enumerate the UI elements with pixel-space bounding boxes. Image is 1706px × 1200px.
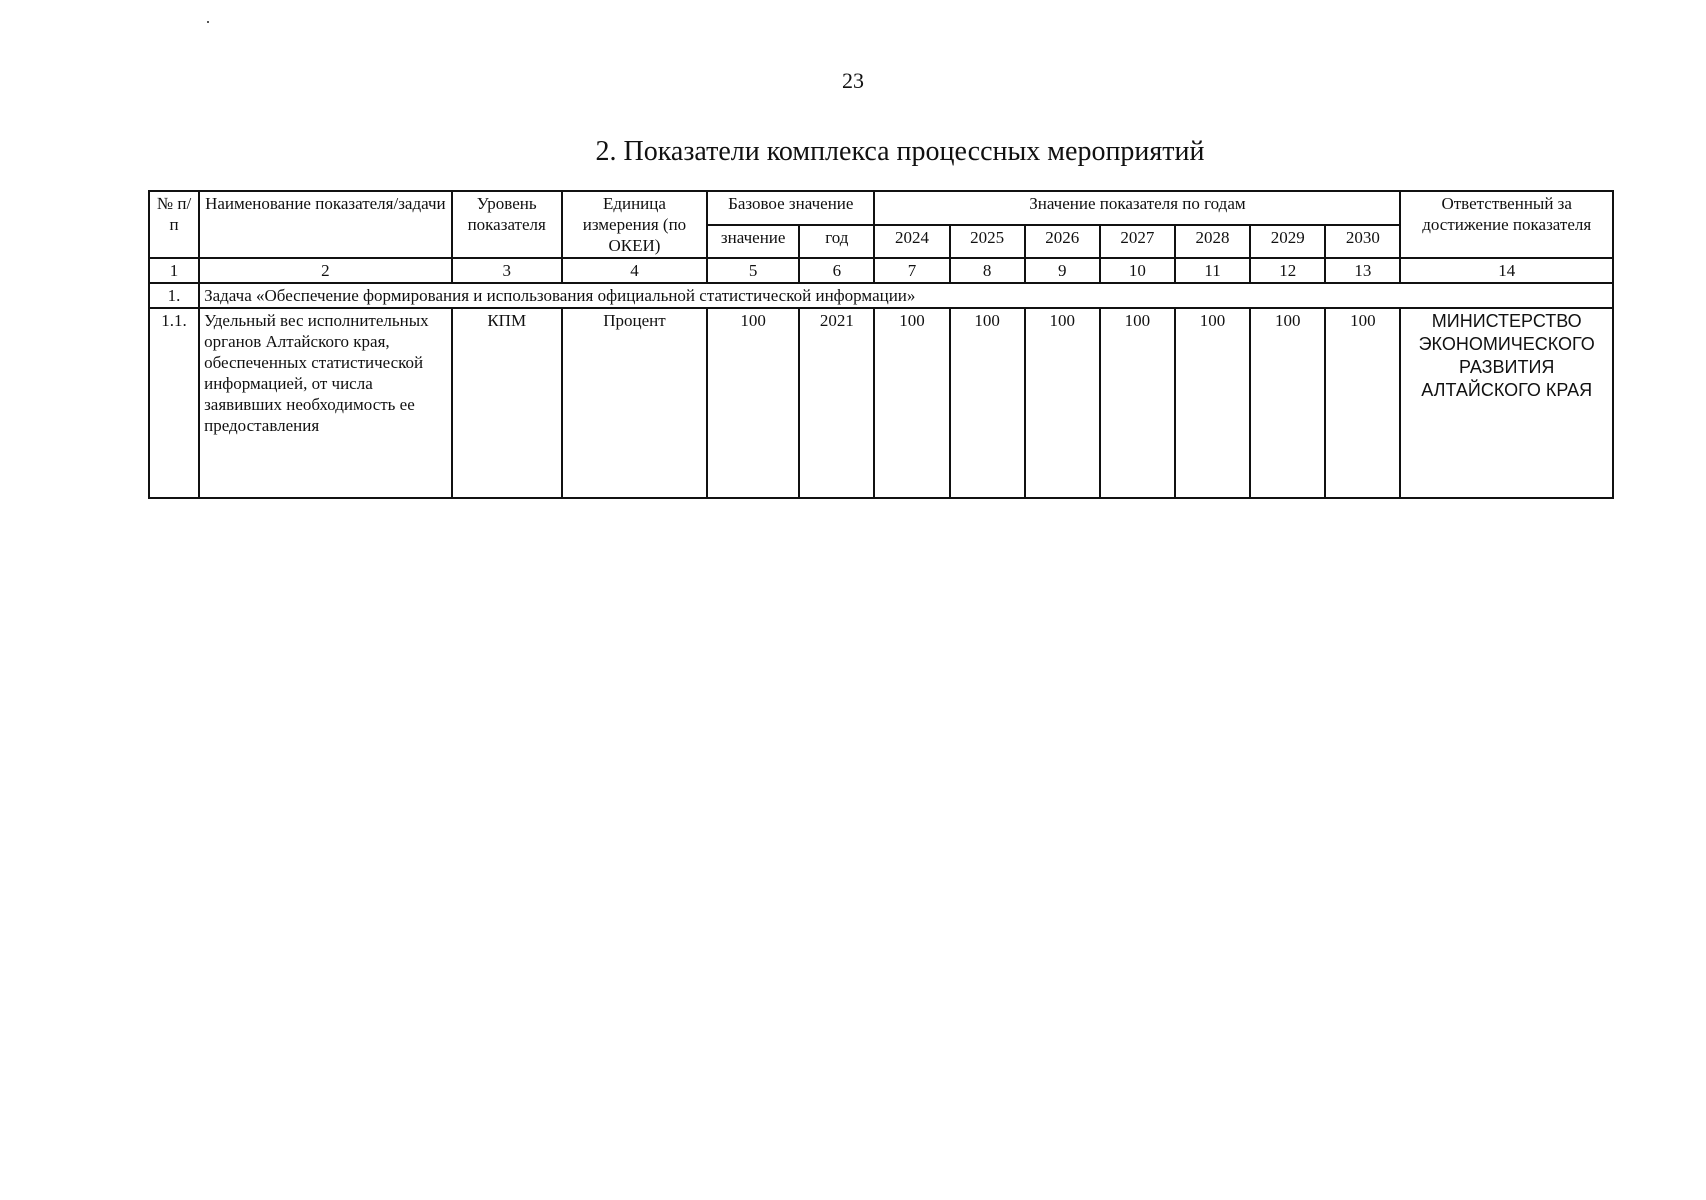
header-year: 2030 xyxy=(1325,225,1400,259)
column-number: 13 xyxy=(1325,258,1400,283)
base-value: 100 xyxy=(707,308,799,498)
indicator-name: Удельный вес исполнительных органов Алтайского края, обеспеченных статистической информацией, от числа заявивших необходимость ее предоставления xyxy=(199,308,452,498)
column-number: 8 xyxy=(950,258,1025,283)
column-number: 6 xyxy=(799,258,874,283)
indicator-unit: Процент xyxy=(562,308,707,498)
header-year: 2027 xyxy=(1100,225,1175,259)
header-responsible: Ответственный за достижение показателя xyxy=(1400,191,1613,258)
column-number: 7 xyxy=(874,258,949,283)
task-row xyxy=(149,283,1613,308)
base-year: 2021 xyxy=(799,308,874,498)
header-base-value: значение xyxy=(707,225,799,259)
row-num: 1.1. xyxy=(149,308,199,498)
column-number: 12 xyxy=(1250,258,1325,283)
header-base-year: год xyxy=(799,225,874,259)
column-number: 14 xyxy=(1400,258,1613,283)
year-value-2030: 100 xyxy=(1325,308,1400,498)
header-year: 2026 xyxy=(1025,225,1100,259)
task-text: Задача «Обеспечение формирования и использования официальной статистической информации» xyxy=(199,283,1613,308)
year-value-2026: 100 xyxy=(1025,308,1100,498)
header-unit: Единица измерения (по ОКЕИ) xyxy=(562,191,707,258)
table-row xyxy=(149,308,1613,498)
header-row-1 xyxy=(149,191,1613,225)
column-number: 11 xyxy=(1175,258,1250,283)
scan-speck xyxy=(207,21,209,23)
column-number: 1 xyxy=(149,258,199,283)
indicators-table xyxy=(148,190,1614,499)
column-number: 3 xyxy=(452,258,562,283)
section-title: 2. Показатели комплекса процессных мероприятий xyxy=(595,136,1205,167)
header-name: Наименование показателя/задачи xyxy=(199,191,452,258)
column-number-row xyxy=(149,258,1613,283)
responsible-body: МИНИСТЕРСТВО ЭКОНОМИЧЕСКОГО РАЗВИТИЯ АЛТАЙСКОГО КРАЯ xyxy=(1400,308,1613,498)
column-number: 4 xyxy=(562,258,707,283)
page-number: 23 xyxy=(842,68,864,93)
year-value-2028: 100 xyxy=(1175,308,1250,498)
header-year: 2025 xyxy=(950,225,1025,259)
header-level: Уровень показателя xyxy=(452,191,562,258)
year-value-2024: 100 xyxy=(874,308,949,498)
indicator-level: КПМ xyxy=(452,308,562,498)
year-value-2027: 100 xyxy=(1100,308,1175,498)
header-year: 2024 xyxy=(874,225,949,259)
header-years-group: Значение показателя по годам xyxy=(874,191,1400,225)
task-num: 1. xyxy=(149,283,199,308)
column-number: 5 xyxy=(707,258,799,283)
header-base-group: Базовое значение xyxy=(707,191,874,225)
header-num: № п/п xyxy=(149,191,199,258)
year-value-2025: 100 xyxy=(950,308,1025,498)
header-year: 2029 xyxy=(1250,225,1325,259)
header-year: 2028 xyxy=(1175,225,1250,259)
column-number: 2 xyxy=(199,258,452,283)
column-number: 10 xyxy=(1100,258,1175,283)
column-number: 9 xyxy=(1025,258,1100,283)
year-value-2029: 100 xyxy=(1250,308,1325,498)
